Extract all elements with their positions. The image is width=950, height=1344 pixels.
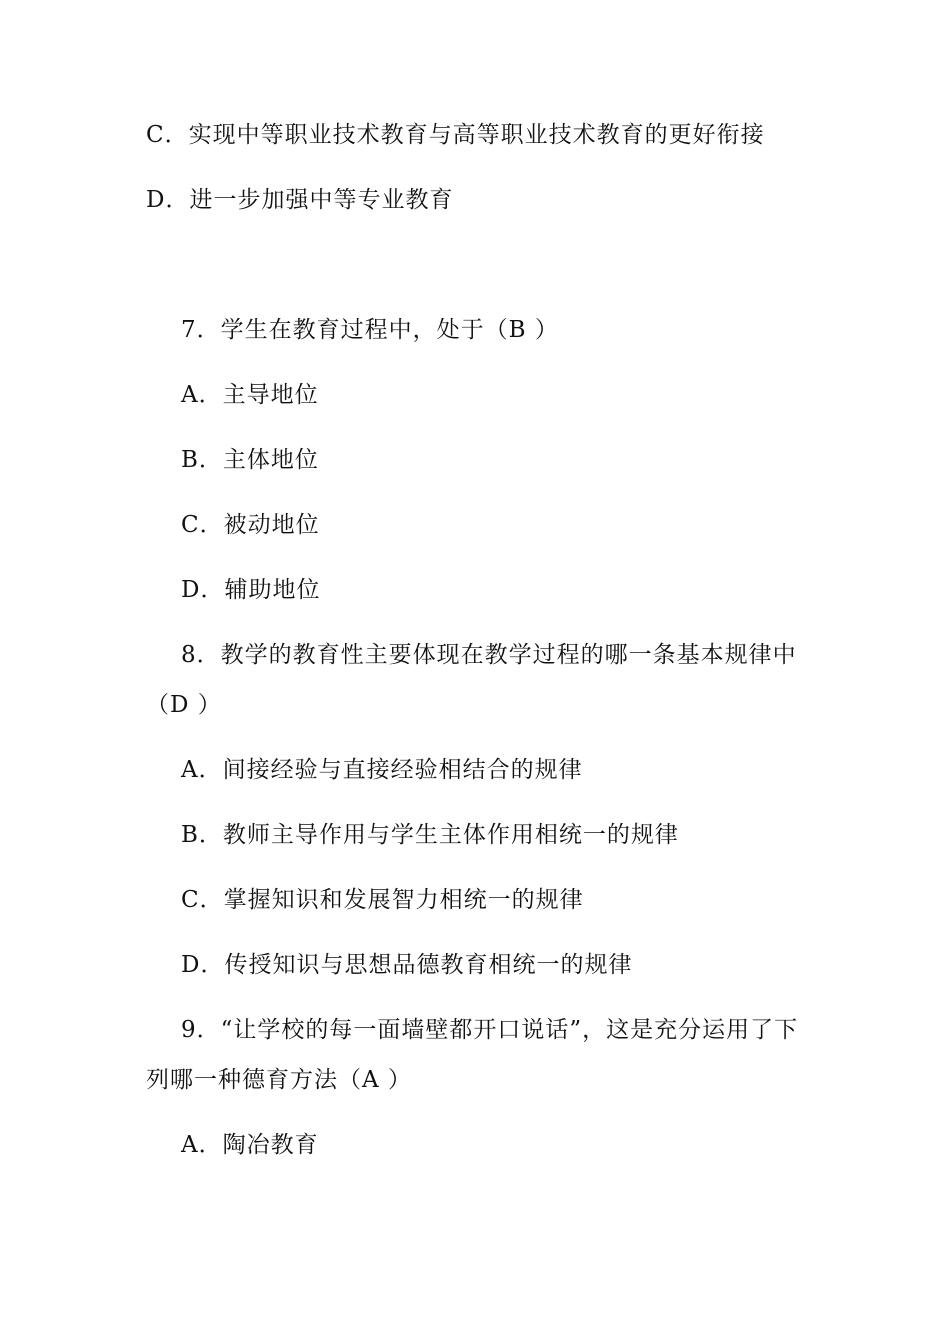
option-d-q8: D．传授知识与思想品德教育相统一的规律 [181,952,633,978]
question-9-line-1: 9．“让学校的每一面墙壁都开口说话”，这是充分运用了下 [181,1017,799,1043]
question-9-line-2: 列哪一种德育方法（A ） [146,1067,412,1093]
question-8-line-1: 8．教学的教育性主要体现在教学过程的哪一条基本规律中 [181,642,797,668]
question-7: 7．学生在教育过程中，处于（B ） [181,317,559,343]
option-a-q7: A．主导地位 [181,382,319,408]
option-c-q8: C．掌握知识和发展智力相统一的规律 [181,887,584,913]
option-c-q7: C．被动地位 [181,512,320,538]
option-b-q8: B．教师主导作用与学生主体作用相统一的规律 [181,822,679,848]
option-d-q6: D．进一步加强中等专业教育 [146,187,454,213]
question-8-line-2: （D ） [146,692,222,718]
option-a-q8: A．间接经验与直接经验相结合的规律 [181,757,583,783]
option-d-q7: D．辅助地位 [181,577,321,603]
option-b-q7: B．主体地位 [181,447,319,473]
option-a-q9: A．陶冶教育 [181,1132,319,1158]
option-c-q6: C．实现中等职业技术教育与高等职业技术教育的更好衔接 [146,122,765,148]
